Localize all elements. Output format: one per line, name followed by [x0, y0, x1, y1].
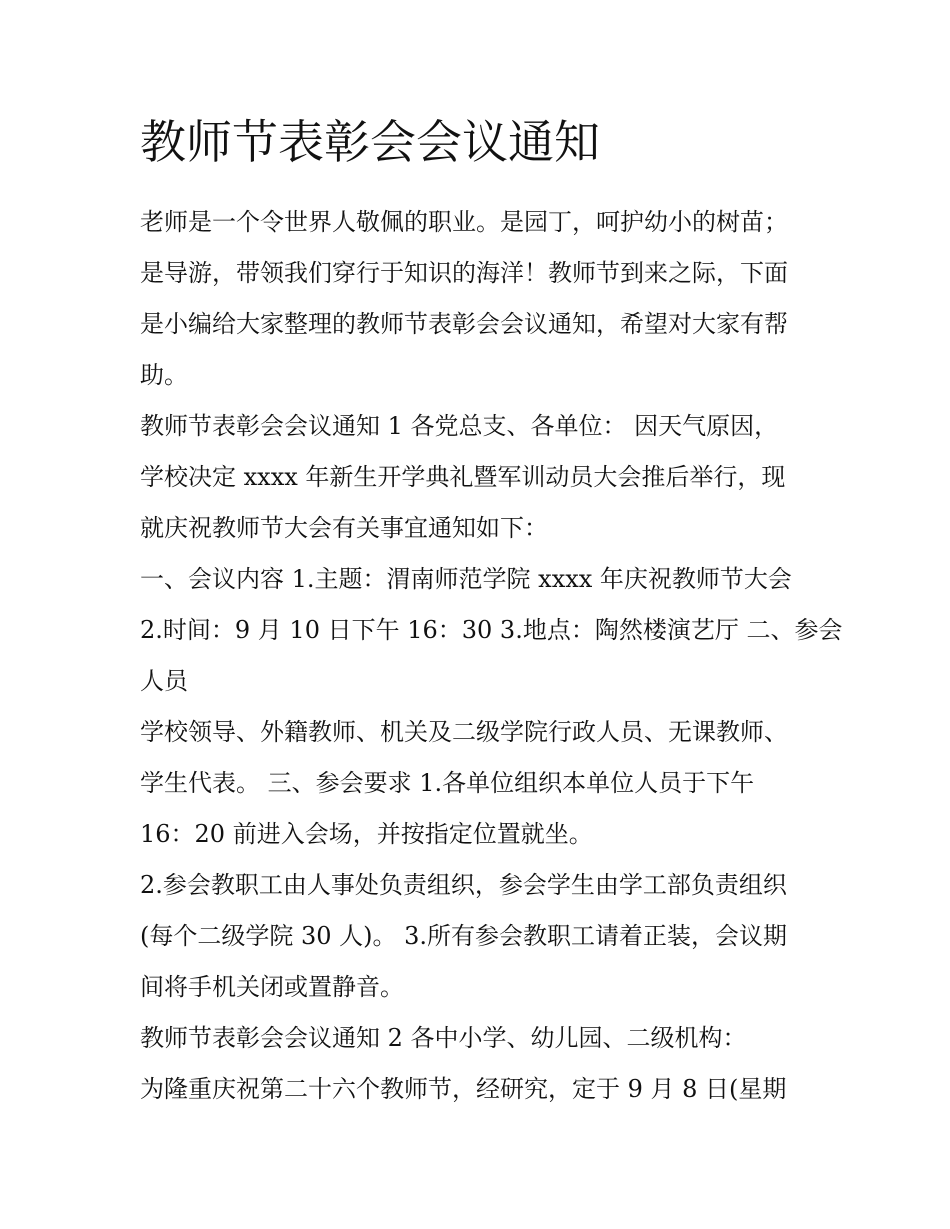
body-line-17: 教师节表彰会会议通知 2 各中小学、幼儿园、二级机构：: [140, 1024, 747, 1052]
body-line-12: 学生代表。 三、参会要求 1.各单位组织本单位人员于下午: [140, 769, 755, 797]
body-line-6: 学校决定 xxxx 年新生开学典礼暨军训动员大会推后举行，现: [140, 463, 786, 491]
body-line-14: 2.参会教职工由人事处负责组织，参会学生由学工部负责组织: [140, 871, 787, 899]
body-line-15: (每个二级学院 30 人)。 3.所有参会教职工请着正装，会议期: [140, 922, 788, 950]
body-line-13: 16：20 前进入会场，并按指定位置就坐。: [140, 820, 593, 848]
body-line-4: 助。: [140, 361, 188, 389]
body-line-5: 教师节表彰会会议通知 1 各党总支、各单位： 因天气原因，: [140, 412, 779, 440]
body-line-8: 一、会议内容 1.主题：渭南师范学院 xxxx 年庆祝教师节大会: [140, 565, 792, 593]
body-line-16: 间将手机关闭或置静音。: [140, 973, 404, 1001]
body-line-7: 就庆祝教师节大会有关事宜通知如下：: [140, 514, 548, 542]
body-line-1: 老师是一个令世界人敬佩的职业。是园丁，呵护幼小的树苗；: [140, 208, 788, 236]
body-line-2: 是导游，带领我们穿行于知识的海洋！教师节到来之际，下面: [140, 259, 788, 287]
document-title: 教师节表彰会会议通知: [140, 115, 600, 169]
body-line-3: 是小编给大家整理的教师节表彰会会议通知，希望对大家有帮: [140, 310, 788, 338]
body-line-9: 2.时间：9 月 10 日下午 16：30 3.地点：陶然楼演艺厅 二、参会: [140, 616, 843, 644]
body-line-11: 学校领导、外籍教师、机关及二级学院行政人员、无课教师、: [140, 718, 788, 746]
body-line-18: 为隆重庆祝第二十六个教师节，经研究，定于 9 月 8 日(星期: [140, 1075, 787, 1103]
body-line-10: 人员: [140, 667, 188, 695]
